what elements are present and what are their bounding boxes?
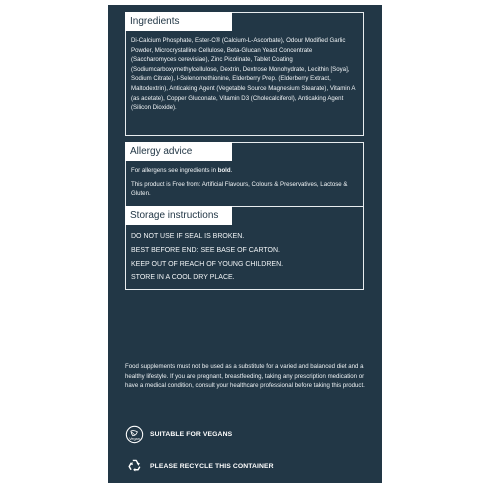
vegan-badge bbox=[125, 425, 232, 444]
storage-line: BEST BEFORE END: SEE BASE OF CARTON. bbox=[131, 246, 280, 254]
allergy-line-bold-note bbox=[131, 166, 358, 176]
vegan-icon-word: Vegan bbox=[129, 437, 140, 442]
vegan-leaf-icon bbox=[125, 425, 144, 444]
storage-line: DO NOT USE IF SEAL IS BROKEN. bbox=[131, 233, 245, 240]
recycle-icon bbox=[125, 457, 144, 476]
ingredients-title: Ingredients bbox=[125, 12, 232, 31]
allergy-title: Allergy advice bbox=[125, 142, 232, 161]
allergy-line1-prefix: For allergens see ingredients in bbox=[131, 167, 218, 174]
storage-line: KEEP OUT OF REACH OF YOUNG CHILDREN. bbox=[131, 260, 284, 268]
storage-line: STORE IN A COOL DRY PLACE. bbox=[131, 274, 235, 282]
vegan-label: SUITABLE FOR VEGANS bbox=[150, 431, 233, 438]
allergy-section bbox=[125, 142, 364, 207]
allergy-text bbox=[131, 166, 358, 199]
recycle-label: PLEASE RECYCLE THIS CONTAINER bbox=[150, 463, 274, 470]
allergy-line1-suffix: . bbox=[230, 167, 233, 174]
disclaimer-text: Food supplements must not be used as a substitute for a varied and balanced diet and a healthy lifestyle. If you are pregnant, breastfeeding, taking any prescription medication or have a medical condition, consult your healthcare professional before taking this product. bbox=[125, 363, 365, 390]
allergy-line1-bold: bold bbox=[217, 167, 231, 174]
storage-lines bbox=[131, 230, 358, 285]
supplement-label-panel bbox=[108, 5, 382, 483]
ingredients-section bbox=[125, 12, 364, 136]
storage-title: Storage instructions bbox=[125, 206, 232, 225]
storage-section bbox=[125, 206, 364, 290]
recycle-badge bbox=[125, 457, 274, 476]
allergy-line-free-from: This product is Free from: Artificial Flavours, Colours & Preservatives, Lactose & Gluten. bbox=[131, 180, 348, 198]
ingredients-text: Di-Calcium Phosphate, Ester-C® (Calcium-L-Ascorbate), Odour Modified Garlic Powder, Microcrystalline Cellulose, Beta-Glucan Yeast Concentrate (Saccharomyces cerevisiae), Zinc Picolinate, Tablet Coating (Sodiumcarboxymethylcellulose, Dextrin, Dextrose Monohydrate, Lecithin [Soya], Sodium Citrate), l-Selenomethionine, Elderberry Prep. (Elderberry Extract, Maltodextrin), Anticaking Agent (Vegetable Source Magnesium Stearate), Vitamin A (as acetate), Copper Gluconate, Vitamin D3 (Cholecalciferol), Anticaking Agent (Silicon Dioxide). bbox=[131, 37, 356, 112]
